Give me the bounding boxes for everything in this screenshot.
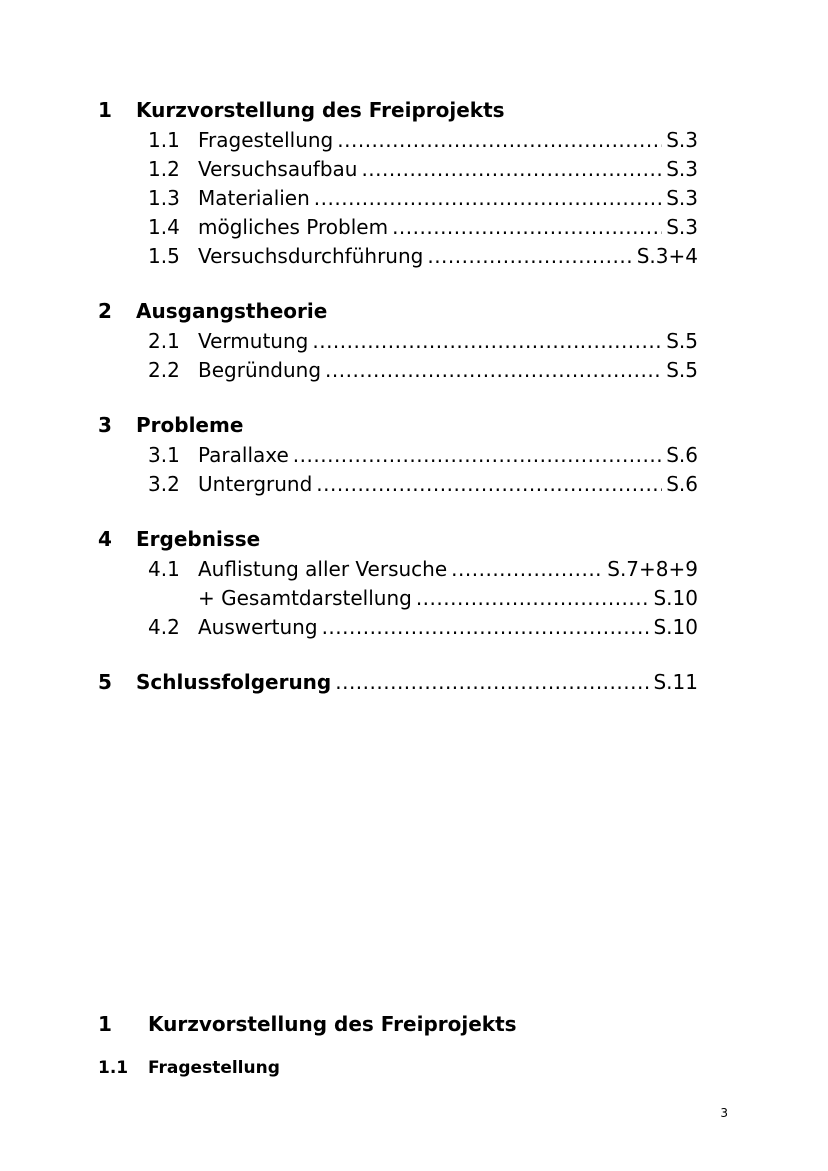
toc-entry[interactable]	[98, 128, 698, 157]
toc-section-heading[interactable]	[98, 413, 698, 443]
toc-section-number: 1	[98, 98, 112, 122]
subsection-heading	[98, 1058, 280, 1078]
dot-leader	[416, 586, 650, 610]
dot-leader	[337, 128, 662, 152]
toc-entry-number: 4.2	[148, 615, 180, 639]
toc-entry-number: 4.1	[148, 557, 180, 581]
toc-section-number: 2	[98, 299, 112, 323]
toc-entry-number: 1.5	[148, 244, 180, 268]
toc-entry-title: mögliches Problem	[198, 215, 389, 239]
toc-entry-number: 3.1	[148, 443, 180, 467]
toc-entry-number: 2.1	[148, 329, 180, 353]
toc-entry-page: S.3	[666, 157, 698, 181]
toc-section-title: Kurzvorstellung des Freiprojekts	[136, 98, 505, 122]
toc-entry[interactable]	[98, 157, 698, 186]
toc-section-heading[interactable]	[98, 527, 698, 557]
toc-entry-number: 3.2	[148, 472, 180, 496]
subsection-heading-number: 1.1	[98, 1058, 129, 1078]
toc-entry[interactable]	[98, 472, 698, 501]
toc-entry-page: S.3	[666, 186, 698, 210]
toc-section-heading[interactable]	[98, 299, 698, 329]
toc-entry[interactable]	[98, 186, 698, 215]
toc-entry-page: S.7+8+9	[607, 557, 698, 581]
dot-leader	[392, 215, 662, 239]
toc-entry-continuation[interactable]	[98, 586, 698, 615]
toc-entry-page: S.3	[666, 215, 698, 239]
toc-entry[interactable]	[98, 244, 698, 273]
toc-section-title: Ausgangstheorie	[136, 299, 328, 323]
toc-section	[98, 670, 698, 700]
toc-entry-page: S.3+4	[636, 244, 698, 268]
toc-entry-page: S.10	[653, 586, 698, 610]
toc-entry-title: Versuchsdurchführung	[198, 244, 424, 268]
toc-entry-number: 1.3	[148, 186, 180, 210]
dot-leader	[335, 670, 649, 694]
toc-entry-title: Parallaxe	[198, 443, 289, 467]
toc-entry-title: Untergrund	[198, 472, 313, 496]
toc-entry-number: 1.4	[148, 215, 180, 239]
dot-leader	[325, 358, 662, 382]
toc-section-page: S.11	[653, 670, 698, 694]
toc-entry-page: S.10	[653, 615, 698, 639]
toc-entry-title: + Gesamtdarstellung	[198, 586, 412, 610]
dot-leader	[293, 443, 662, 467]
toc-entry-title: Versuchsaufbau	[198, 157, 358, 181]
toc-entry-number: 1.2	[148, 157, 180, 181]
dot-leader	[361, 157, 662, 181]
toc-entry-page: S.5	[666, 358, 698, 382]
toc-entry-page: S.3	[666, 128, 698, 152]
toc-entry[interactable]	[98, 443, 698, 472]
dot-leader	[316, 472, 662, 496]
toc-section	[98, 527, 698, 644]
toc-entry-page: S.5	[666, 329, 698, 353]
toc-section-number: 5	[98, 670, 112, 694]
toc-section-title: Schlussfolgerung	[136, 670, 332, 694]
toc-entry-title: Vermutung	[198, 329, 309, 353]
toc-entry[interactable]	[98, 329, 698, 358]
toc-entry-title: Fragestellung	[198, 128, 334, 152]
toc-entry[interactable]	[98, 615, 698, 644]
dot-leader	[314, 186, 662, 210]
page-number: 3	[720, 1106, 728, 1120]
toc-section-title: Ergebnisse	[136, 527, 261, 551]
toc-entry[interactable]	[98, 215, 698, 244]
dot-leader	[451, 557, 603, 581]
dot-leader	[322, 615, 650, 639]
toc-section-heading[interactable]	[98, 98, 698, 128]
section-heading-number: 1	[98, 1012, 112, 1036]
toc-entry[interactable]	[98, 358, 698, 387]
table-of-contents	[98, 98, 698, 726]
toc-section	[98, 98, 698, 273]
toc-section-number: 4	[98, 527, 112, 551]
toc-entry-page: S.6	[666, 472, 698, 496]
toc-section-heading[interactable]	[98, 670, 698, 700]
toc-entry-title: Materialien	[198, 186, 310, 210]
toc-entry-page: S.6	[666, 443, 698, 467]
toc-entry-number: 2.2	[148, 358, 180, 382]
toc-entry[interactable]	[98, 557, 698, 586]
toc-entry-title: Auflistung aller Versuche	[198, 557, 448, 581]
toc-section	[98, 413, 698, 501]
toc-entry-number: 1.1	[148, 128, 180, 152]
dot-leader	[312, 329, 662, 353]
section-heading	[98, 1012, 517, 1036]
toc-section-title: Probleme	[136, 413, 244, 437]
section-heading-title: Kurzvorstellung des Freiprojekts	[148, 1012, 517, 1036]
toc-entry-title: Begründung	[198, 358, 322, 382]
dot-leader	[427, 244, 632, 268]
toc-section	[98, 299, 698, 387]
toc-section-number: 3	[98, 413, 112, 437]
toc-entry-title: Auswertung	[198, 615, 318, 639]
subsection-heading-title: Fragestellung	[148, 1058, 280, 1078]
